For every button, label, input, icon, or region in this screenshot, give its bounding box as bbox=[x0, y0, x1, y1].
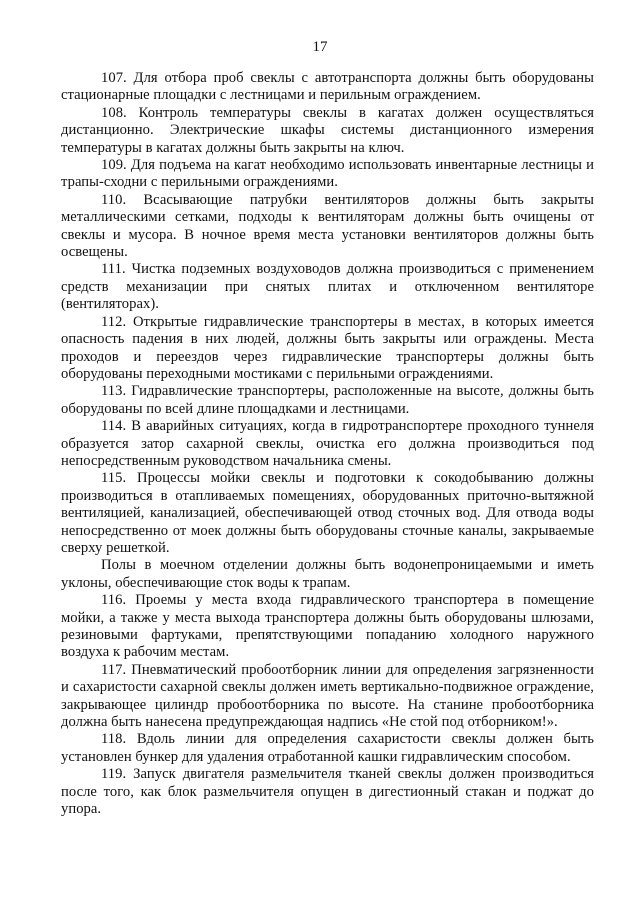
document-body bbox=[61, 70, 594, 818]
paragraph-108: 108. Контроль температуры свеклы в кагатах должен осуществляться дистанционно. Электрические шкафы системы дистанционного измерения температуры в кагатах должны быть закрыты на ключ. bbox=[61, 104, 594, 156]
paragraph-111: 111. Чистка подземных воздуховодов должна производиться с применением средств механизации при снятых плитах и отключенном вентиляторе (вентиляторах). bbox=[61, 261, 594, 313]
paragraph-117: 117. Пневматический пробоотборник линии для определения загрязненности и сахаристости сахарной свеклы должен иметь вертикально-подвижное ограждение, закрывающее цилиндр пробоотборника по высоте. На станине пробоотборника должна быть нанесена предупреждающая надпись «Не стой под отборником!». bbox=[61, 661, 594, 731]
paragraph-115: 115. Процессы мойки свеклы и подготовки к сокодобыванию должны производиться в отапливаемых помещениях, оборудованных приточно-вытяжной вентиляцией, канализацией, обеспечивающей отвод сточных вод. Для отвода воды непосредственно от моек должны быть оборудованы сточные каналы, закрываемые сверху решеткой. bbox=[61, 470, 594, 556]
paragraph-110: 110. Всасывающие патрубки вентиляторов должны быть закрыты металлическими сетками, подходы к вентиляторам должны быть очищены от свеклы и мусора. В ночное время места установки вентиляторов должны быть освещены. bbox=[61, 191, 594, 261]
paragraph-118: 118. Вдоль линии для определения сахаристости свеклы должен быть установлен бункер для удаления отработанной кашки гидравлическим способом. bbox=[61, 731, 594, 765]
page-number: 17 bbox=[312, 39, 328, 55]
paragraph-114: 114. В аварийных ситуациях, когда в гидротранспортере проходного туннеля образуется затор сахарной свеклы, очистка его должна производиться под непосредственным руководством начальника смены. bbox=[61, 418, 594, 469]
paragraph-112: 112. Открытые гидравлические транспортеры в местах, в которых имеется опасность падения в них людей, должны быть закрыты или ограждены. Места проходов и переездов через гидравлические транспортеры должны быть оборудованы переходными мостиками с перильными ограждениями. bbox=[61, 313, 594, 382]
paragraph-116: 116. Проемы у места входа гидравлического транспортера в помещение мойки, а также у места выхода транспортера должны быть оборудованы шлюзами, резиновыми фартуками, препятствующими попаданию холодного наружного воздуха к рабочим местам. bbox=[61, 592, 594, 661]
paragraph-107: 107. Для отбора проб свеклы с автотранспорта должны быть оборудованы стационарные площадки с лестницами и перильным ограждением. bbox=[61, 70, 594, 104]
paragraph-119: 119. Запуск двигателя размельчителя тканей свеклы должен производиться после того, как блок размельчителя опущен в дигестионный стакан и поджат до упора. bbox=[61, 766, 594, 818]
paragraph-115-floors: Полы в моечном отделении должны быть водонепроницаемыми и иметь уклоны, обеспечивающие сток воды к трапам. bbox=[61, 557, 594, 591]
paragraph-109: 109. Для подъема на кагат необходимо использовать инвентарные лестницы и трапы-сходни с перильными ограждениями. bbox=[61, 157, 594, 191]
paragraph-113: 113. Гидравлические транспортеры, расположенные на высоте, должны быть оборудованы по всей длине площадками и лестницами. bbox=[61, 383, 594, 417]
